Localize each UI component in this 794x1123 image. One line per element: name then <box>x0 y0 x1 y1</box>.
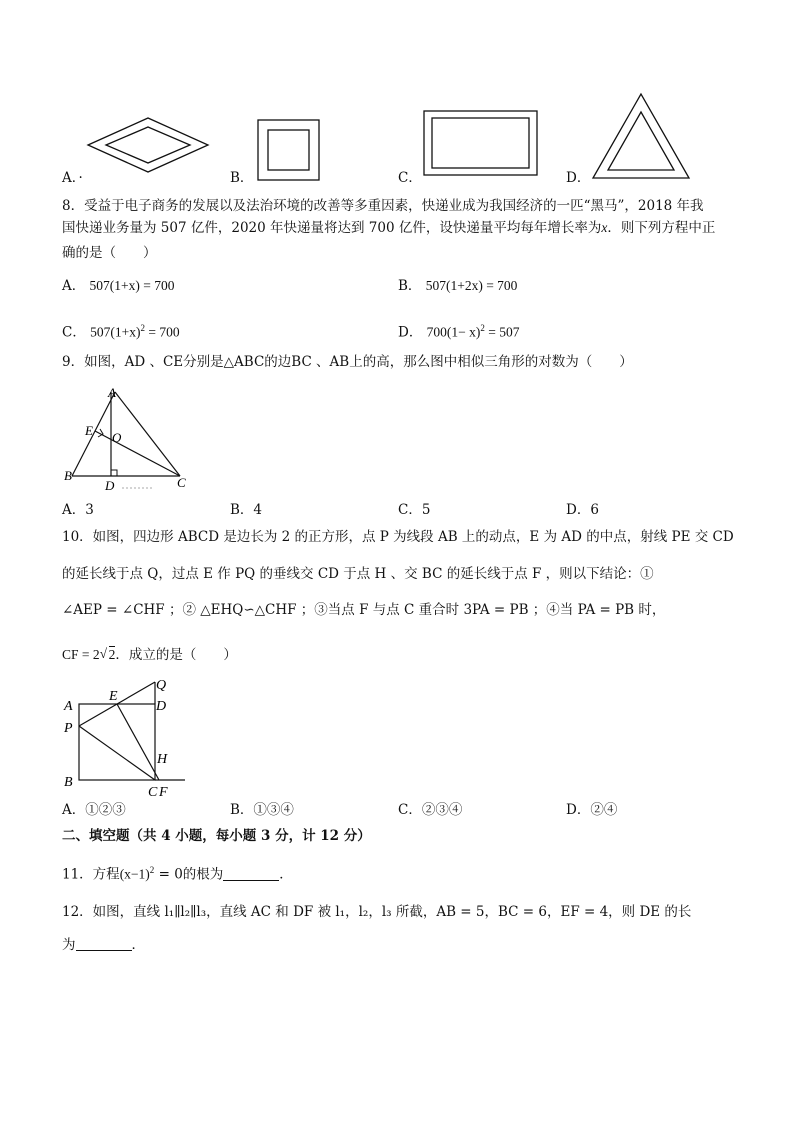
q10-option-a: A．①②③ <box>62 802 126 818</box>
q11-end: ． <box>279 866 293 883</box>
shape-option-b: B． <box>230 170 254 186</box>
q9-option-d: D．6 <box>566 502 599 518</box>
q8-option-c-expr: 507(1+x) <box>90 324 141 340</box>
square-figure <box>258 120 319 180</box>
q10-label-d: D <box>156 699 167 714</box>
q11-answer-blank[interactable] <box>223 866 279 881</box>
q8-option-c-label: C． <box>62 324 86 341</box>
q10-label-a: A <box>64 699 73 714</box>
shape-option-d: D． <box>566 170 591 186</box>
shape-option-c: C． <box>398 170 422 186</box>
q8-option-b <box>398 276 517 296</box>
q10-label-h: H <box>157 752 168 767</box>
q10-label-f: F <box>159 785 168 800</box>
q10-label-c: C <box>148 785 158 800</box>
q10-line-4-end: ．成立的是（ ） <box>115 647 237 663</box>
shape-figures <box>0 0 794 200</box>
rhombus-figure <box>88 118 208 172</box>
q10-label-q: Q <box>156 678 167 693</box>
q12-line-1: 12．如图，直线 l₁∥l₂∥l₃，直线 AC 和 DF 被 l₁，l₂，l₃ 所截，AB = 5，BC = 6，EF = 4，则 DE 的长 <box>62 904 692 920</box>
q10-line-4 <box>62 645 237 665</box>
q9-option-a: A．3 <box>62 502 94 518</box>
q10-line-1: 10．如图，四边形 ABCD 是边长为 2 的正方形，点 P 为线段 AB 上的动点，E 为 AD 的中点，射线 PE 交 CD <box>62 529 734 545</box>
q9-label-a: A <box>108 385 116 400</box>
triangle-figure <box>593 94 689 178</box>
shape-option-a: A．· <box>62 170 83 186</box>
q8-option-d-exponent: 2 <box>480 323 485 333</box>
q8-option-a <box>62 276 175 296</box>
q9-label-b: B <box>64 468 72 483</box>
q10-option-b: B．①③④ <box>230 802 294 818</box>
q9-label-o: O <box>112 430 122 445</box>
q8-line-3: 确的是（ ） <box>62 245 157 261</box>
q11-text: = 0的根为 <box>154 866 224 883</box>
q8-option-d <box>398 318 519 343</box>
q10-option-d: D．②④ <box>566 802 618 818</box>
q9-option-c: C．5 <box>398 502 431 518</box>
q12-answer-blank[interactable] <box>76 936 132 951</box>
q10-cf-expr: CF = 2 <box>62 647 100 662</box>
q10-line-3: ∠AEP = ∠CHF ；② △EHQ∽△CHF ；③当点 F 与点 C 重合时 3PA = PB ；④当 PA = PB 时， <box>62 602 666 618</box>
q10-sqrt: √ 2 <box>99 646 116 662</box>
q10-sqrt-radicand: 2 <box>108 647 116 662</box>
q8-option-c <box>62 318 180 343</box>
q8-option-d-rhs: = 507 <box>484 324 520 340</box>
q12-end: ． <box>131 937 145 953</box>
q8-line-2 <box>62 218 715 238</box>
q10-line-2: 的延长线于点 Q，过点 E 作 PQ 的垂线交 CD 于点 H 、交 BC 的延长线于点 F ，则以下结论：① <box>62 566 654 582</box>
q11-prefix: 11．方程 <box>62 866 120 883</box>
rectangle-figure <box>424 111 537 175</box>
q8-option-b-expr: 507(1+2x) = 700 <box>425 278 518 293</box>
q8-option-c-rhs: = 700 <box>145 324 180 340</box>
q9-question-text: 9．如图，AD 、CE分别是△ABC的边BC 、AB上的高，那么图中相似三角形的对数为（ ） <box>62 354 633 370</box>
q10-label-p: P <box>64 721 73 736</box>
q11-line <box>62 860 293 885</box>
q12-prefix: 为 <box>62 937 76 953</box>
q10-label-e: E <box>109 689 118 704</box>
q9-label-c: C <box>177 475 186 490</box>
q8-option-a-label: A． <box>62 278 86 294</box>
q10-option-c: C．②③④ <box>398 802 463 818</box>
q8-option-d-expr: 700(1− x) <box>426 324 481 340</box>
q9-label-d: D <box>105 478 115 493</box>
q9-label-e: E <box>85 423 93 438</box>
q10-square-figure <box>60 674 200 804</box>
q8-option-b-label: B． <box>398 278 422 294</box>
q9-triangle-figure <box>60 384 200 494</box>
q11-exponent: 2 <box>149 865 155 875</box>
section-2-title: 二、填空题（共 4 小题，每小题 3 分，计 12 分） <box>62 828 371 844</box>
q12-line-2 <box>62 935 145 955</box>
q8-line-2-end: ．则下列方程中正 <box>607 220 716 236</box>
q11-expr: (x−1) <box>119 866 150 882</box>
q10-label-b: B <box>64 775 73 790</box>
q8-option-d-label: D． <box>398 324 423 341</box>
q8-line-1: 8．受益于电子商务的发展以及法治环境的改善等多重因素，快递业成为我国经济的一匹“黑马”，2018 年我 <box>62 198 704 214</box>
q8-variable: x <box>601 220 608 235</box>
q8-option-a-expr: 507(1+x) = 700 <box>89 278 175 293</box>
q9-option-b: B．4 <box>230 502 263 518</box>
q8-line-2-text: 国快递业务量为 507 亿件，2020 年快递量将达到 700 亿件，设快递量平均每年增长率为 <box>62 220 602 236</box>
q8-option-c-exponent: 2 <box>140 323 145 333</box>
